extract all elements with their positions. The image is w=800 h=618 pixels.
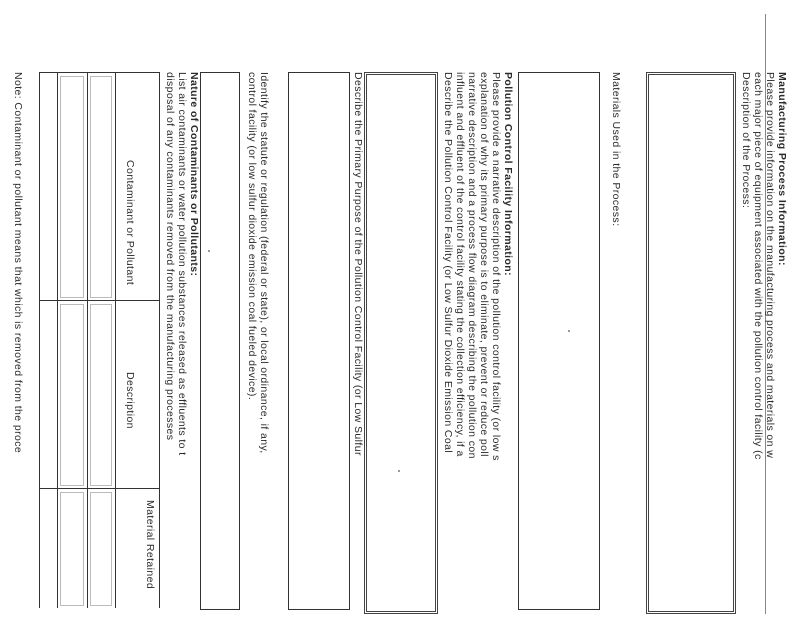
table-cell-contaminant-2[interactable] [60, 76, 84, 298]
materials-used-label: Materials Used in the Process: [610, 72, 622, 227]
materials-used-field[interactable] [518, 72, 600, 610]
table-header-material-retained: Material Retained [144, 500, 156, 590]
scan-speck [568, 330, 570, 332]
process-description-label: Description of the Process: [740, 72, 752, 209]
contaminants-instructions-line-2: disposal of any contaminants removed from the manufacturing processes [164, 72, 176, 441]
table-row-separator-1 [87, 72, 88, 608]
statute-instructions-line-2: control facility (or low sulfur dioxide emission coal fueled device). [246, 72, 258, 401]
table-column-divider-2 [40, 488, 160, 489]
table-row-separator-2 [57, 72, 58, 608]
scan-speck [208, 250, 210, 252]
table-left-border [40, 72, 160, 73]
pollution-control-description-field[interactable] [364, 72, 438, 614]
table-column-divider-1 [40, 300, 160, 301]
manufacturing-process-heading: Manufacturing Process Information: [776, 72, 788, 266]
table-bottom-border [39, 72, 40, 608]
table-header-separator [115, 72, 116, 608]
statute-instructions-line-1: Identify the statute or regulation (federal or state), or local ordinance, if any, [258, 72, 270, 454]
table-top-border [159, 72, 160, 608]
table-cell-material-retained-2[interactable] [60, 492, 84, 606]
table-cell-description-1[interactable] [90, 304, 112, 486]
pollution-control-instructions-line-1: Please provide a narrative description of the pollution control facility (or low s [490, 72, 502, 461]
statute-field[interactable] [200, 72, 240, 610]
contaminants-heading: Nature of Contaminants or Pollutants: [188, 72, 200, 277]
contaminants-instructions-line-1: List air contaminants or water pollution substances released as effluents to t [176, 72, 188, 456]
pollution-control-instructions-line-3: narrative description and a process flow diagram describing the pollution con [466, 72, 478, 459]
manufacturing-process-instructions-line-2: each major piece of equipment associated with the pollution control facility (c [752, 72, 764, 460]
table-header-contaminant: Contaminant or Pollutant [124, 160, 136, 286]
pollution-control-instructions-line-2: explanation of why its primary purpose is to eliminate, prevent or reduce poll [478, 72, 490, 457]
scan-speck [398, 470, 400, 472]
process-description-field[interactable] [646, 72, 736, 614]
primary-purpose-field[interactable] [288, 72, 350, 610]
table-cell-material-retained-1[interactable] [90, 492, 112, 606]
pollution-control-heading: Pollution Control Facility Information: [502, 72, 514, 277]
primary-purpose-label: Describe the Primary Purpose of the Pollution Control Facility (or Low Sulfur [352, 72, 364, 456]
table-header-description: Description [124, 372, 136, 429]
footer-note: Note: Contaminant or pollutant means that which is removed from the proce [12, 72, 24, 454]
pollution-control-instructions-line-4: influent and effluent of the control facility stating the collection efficiency, if a [454, 72, 466, 457]
pollution-control-description-label: Describe the Pollution Control Facility (or Low Sulfur Dioxide Emission Coal [442, 72, 454, 454]
table-cell-contaminant-1[interactable] [90, 76, 112, 298]
table-cell-description-2[interactable] [60, 304, 84, 486]
manufacturing-process-instructions-line-1: Please provide information on the manufacturing process and materials on w [764, 72, 776, 459]
